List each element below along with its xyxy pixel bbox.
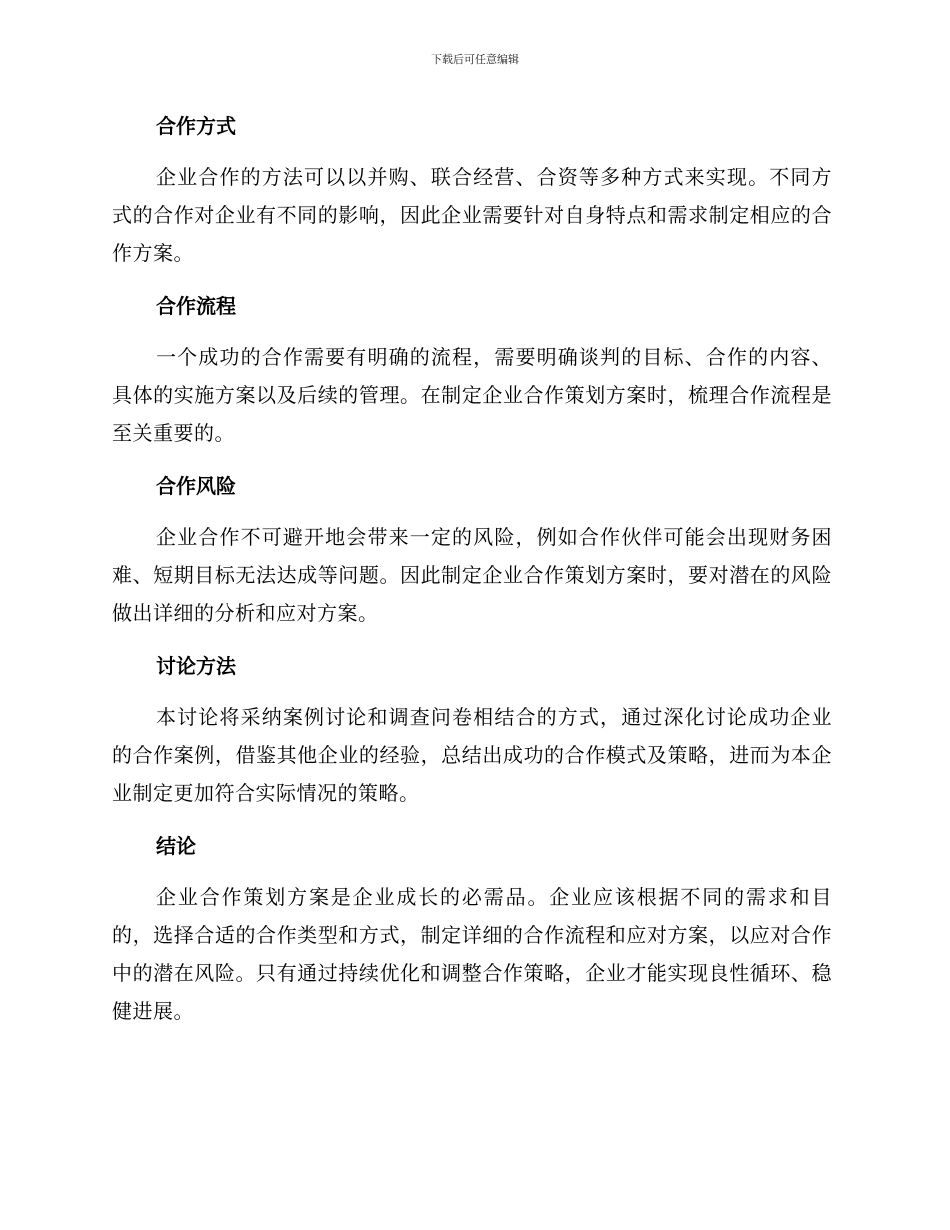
section-cooperation-process [112,290,832,452]
page-header-note: 下载后可任意编辑 [431,53,519,66]
document-body [112,110,832,1048]
section-heading: 合作流程 [156,294,236,318]
section-discussion-method [112,650,832,812]
section-conclusion [112,830,832,1030]
section-cooperation-methods [112,110,832,272]
section-heading: 结论 [156,834,196,858]
section-paragraph: 企业合作的方法可以以并购、联合经营、合资等多种方式来实现。不同方式的合作对企业有不同的影响，因此企业需要针对自身特点和需求制定相应的合作方案。 [112,165,832,265]
section-paragraph: 企业合作策划方案是企业成长的必需品。企业应该根据不同的需求和目的，选择合适的合作类型和方式，制定详细的合作流程和应对方案，以应对合作中的潜在风险。只有通过持续优化和调整合作策略，企业才能实现良性循环、稳健进展。 [112,885,832,1023]
section-paragraph: 一个成功的合作需要有明确的流程，需要明确谈判的目标、合作的内容、具体的实施方案以及后续的管理。在制定企业合作策划方案时，梳理合作流程是至关重要的。 [112,345,832,445]
section-paragraph: 本讨论将采纳案例讨论和调查问卷相结合的方式，通过深化讨论成功企业的合作案例，借鉴其他企业的经验，总结出成功的合作模式及策略，进而为本企业制定更加符合实际情况的策略。 [112,705,832,805]
section-heading: 合作方式 [156,114,236,138]
section-cooperation-risks [112,470,832,632]
section-heading: 合作风险 [156,474,236,498]
section-heading: 讨论方法 [156,654,236,678]
section-paragraph: 企业合作不可避开地会带来一定的风险，例如合作伙伴可能会出现财务困难、短期目标无法达成等问题。因此制定企业合作策划方案时，要对潜在的风险做出详细的分析和应对方案。 [112,525,832,625]
